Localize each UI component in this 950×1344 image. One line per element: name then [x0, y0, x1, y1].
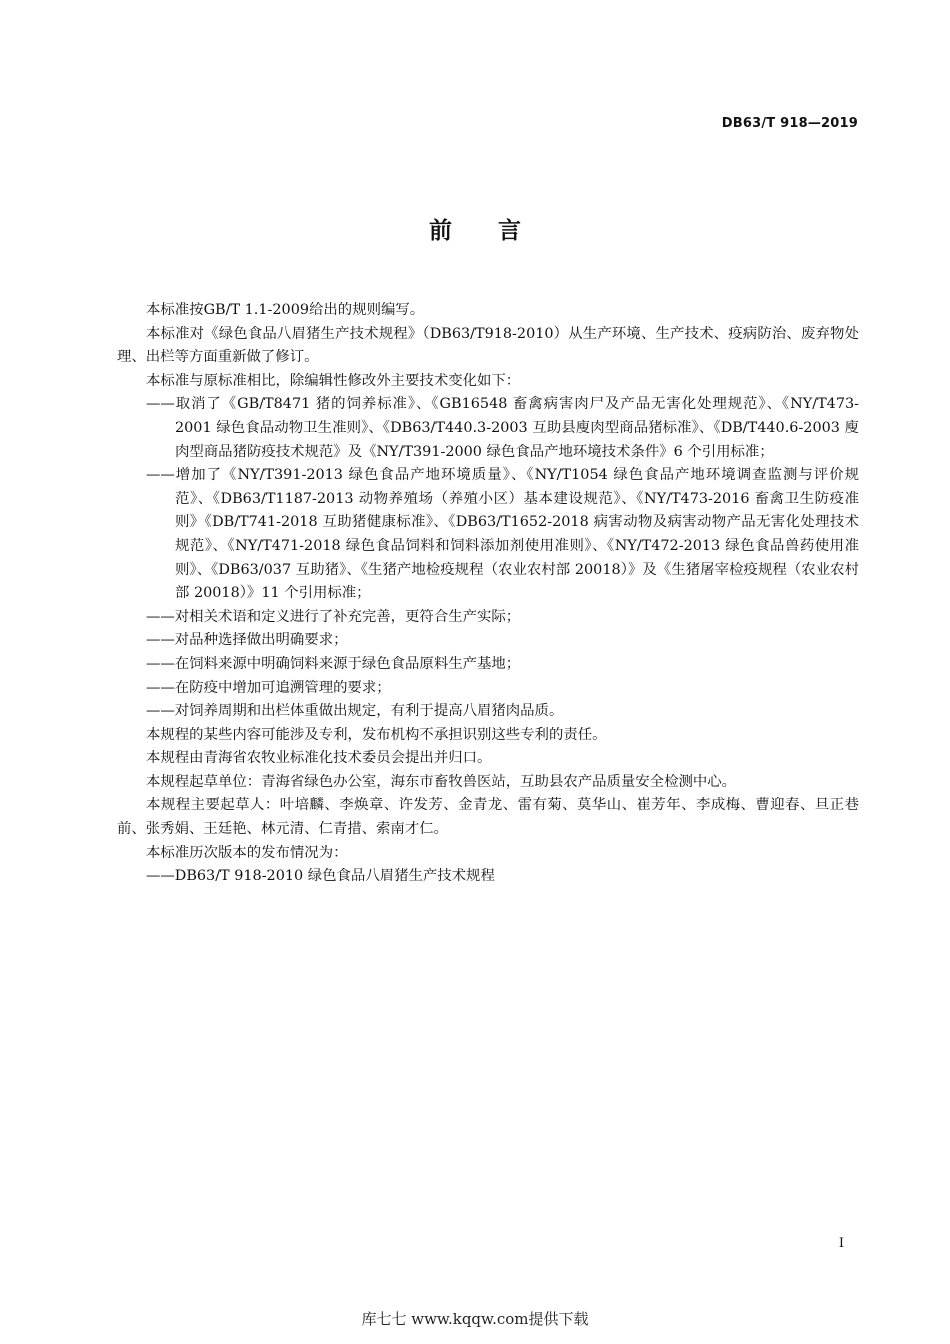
change-item-feed: ——在饲料来源中明确饲料来源于绿色食品原料生产基地； [146, 655, 521, 672]
paragraph-revision-scope: 本标准对《绿色食品八眉猪生产技术规程》（DB63/T918-2010）从生产环境、生产技术、疫病防治、废弃物处理、出栏等方面重新做了修订。 [117, 325, 859, 366]
foreword-body [117, 299, 859, 889]
paragraph-proposer: 本规程由青海省农牧业标准化技术委员会提出并归口。 [146, 750, 492, 767]
change-item-added-standards: ——增加了《NY/T391-2013 绿色食品产地环境质量》、《NY/T1054 绿色食品产地环境调查监测与评价规范》、《DB63/T1187-2013 动物养殖场（养殖小区）基本建设规范》、《NY/T473-2016 畜禽卫生防疫准则》《DB/T741-2018 互助猪健康标准》、《DB63/T1652-2018 病害动物及病害动物产品无害化处理技术规范》、《NY/T471-2018 绿色食品饲料和饲料添加剂使用准则》、《NY/T472-2013 绿色食品兽药使用准则》、《DB63/037 互助猪》、《生猪产地检疫规程（农业农村部 20018）》及《生猪屠宰检疫规程（农业农村部 20018）》11 个引用标准； [146, 467, 859, 602]
standard-number: DB63/T 918—2019 [721, 116, 858, 131]
change-item-traceability: ——在防疫中增加可追溯管理的要求； [146, 679, 391, 696]
change-item-terms: ——对相关术语和定义进行了补充完善，更符合生产实际； [146, 608, 521, 625]
page-number: I [838, 1236, 844, 1251]
change-item-removed-standards: ——取消了《GB/T8471 猪的饲养标准》、《GB16548 畜禽病害肉尸及产品无害化处理规范》、《NY/T473-2001 绿色食品动物卫生准则》、《DB63/T440.3-2003 互助县廋肉型商品猪标准》、《DB/T440.6-2003 廋肉型商品猪防疫技术规范》及《NY/T391-2000 绿色食品产地环境技术条件》6 个引用标准； [146, 396, 859, 460]
title-part-1: 前 [429, 218, 452, 244]
history-item: ——DB63/T 918-2010 绿色食品八眉猪生产技术规程 [146, 868, 495, 885]
paragraph-drafting-rules: 本标准按GB/T 1.1-2009给出的规则编写。 [146, 302, 425, 318]
paragraph-drafters: 本规程主要起草人：叶培麟、李焕章、许发芳、金青龙、雷有菊、莫华山、崔芳年、李成梅、曹迎春、旦正巷前、张秀娟、王廷艳、林元清、仁青措、索南才仁。 [117, 797, 859, 838]
title-part-2: 言 [498, 218, 521, 244]
paragraph-changes-intro: 本标准与原标准相比，除编辑性修改外主要技术变化如下： [146, 372, 521, 389]
change-item-breed: ——对品种选择做出明确要求； [146, 632, 348, 649]
paragraph-drafting-units: 本规程起草单位：青海省绿色办公室，海东市畜牧兽医站，互助县农产品质量安全检测中心。 [146, 773, 737, 790]
paragraph-history-intro: 本标准历次版本的发布情况为： [146, 844, 348, 861]
paragraph-patent: 本规程的某些内容可能涉及专利，发布机构不承担识别这些专利的责任。 [146, 726, 607, 743]
change-item-cycle: ——对饲养周期和出栏体重做出规定，有利于提高八眉猪肉品质。 [146, 703, 564, 720]
download-footer: 库七七 www.kqqw.com提供下载 [361, 1310, 589, 1328]
page-title [0, 212, 950, 245]
